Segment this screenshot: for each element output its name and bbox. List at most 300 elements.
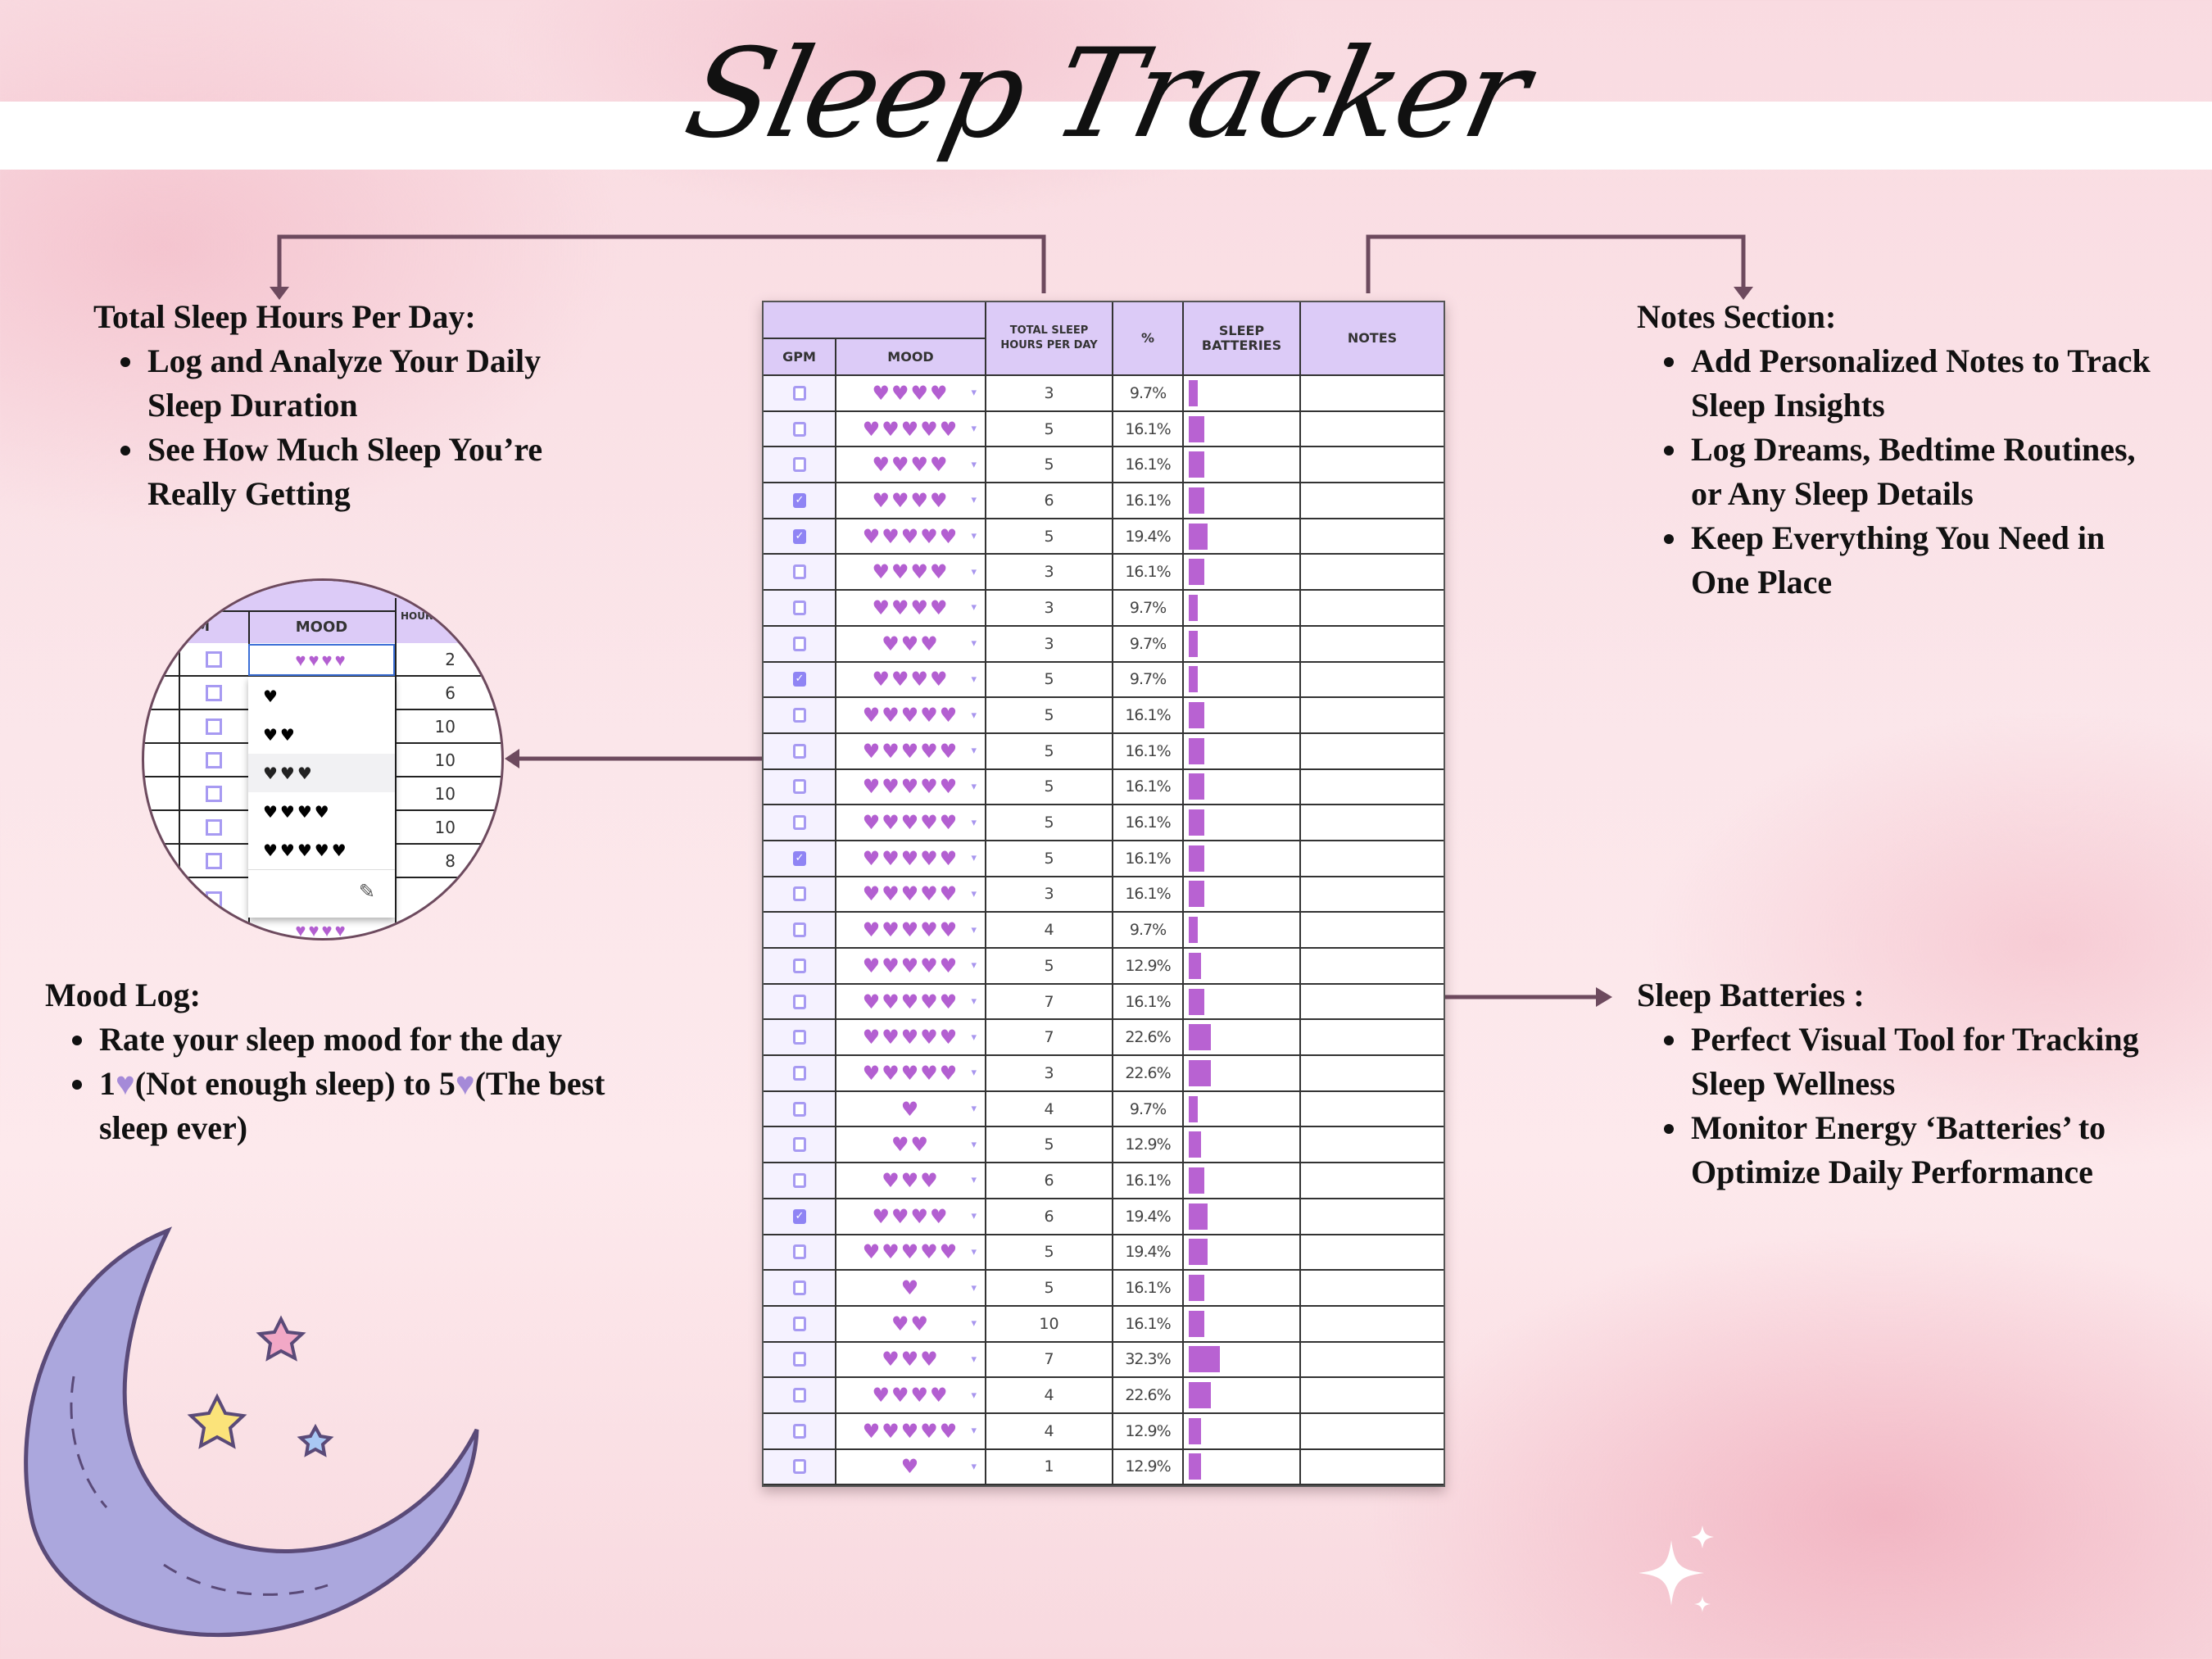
mood-hearts: ♥ [900, 1097, 921, 1121]
gpm-checkbox[interactable] [206, 752, 222, 768]
hours-cell[interactable]: 10 [434, 717, 456, 737]
sparkle-icon [1630, 1524, 1720, 1622]
table-row [764, 770, 1444, 806]
dropdown-arrow-icon[interactable]: ▾ [971, 959, 978, 972]
gpm-cell [764, 1020, 836, 1054]
dropdown-arrow-icon[interactable]: ▾ [971, 1210, 978, 1223]
percent-cell [1113, 447, 1184, 482]
gpm-checkbox[interactable] [793, 744, 806, 759]
mood-cell[interactable] [836, 1414, 986, 1448]
percent-value: 16.1% [1125, 563, 1171, 582]
table-row [764, 483, 1444, 519]
hours-cell[interactable]: 3 [986, 555, 1113, 589]
mood-cell[interactable] [836, 555, 986, 589]
notes-cell[interactable] [1301, 663, 1440, 697]
mood-cell[interactable] [836, 1163, 986, 1198]
mood-cell[interactable] [836, 985, 986, 1019]
mood-cell[interactable] [836, 1343, 986, 1377]
gpm-cell [764, 663, 836, 697]
gpm-checkbox[interactable] [793, 601, 806, 615]
mood-cell[interactable] [836, 1378, 986, 1412]
dropdown-arrow-icon[interactable]: ▾ [971, 1425, 978, 1438]
dropdown-arrow-icon[interactable]: ▾ [971, 1281, 978, 1294]
dropdown-arrow-icon[interactable]: ▾ [971, 1353, 978, 1366]
gpm-checkbox[interactable] [793, 995, 806, 1009]
dropdown-arrow-icon[interactable]: ▾ [971, 995, 978, 1009]
table-row [764, 1056, 1444, 1092]
percent-cell [1113, 698, 1184, 732]
gpm-checkbox[interactable] [206, 819, 222, 836]
notes-cell[interactable] [1301, 483, 1440, 518]
mood-hearts: ♥♥♥♥ [872, 381, 950, 405]
hours-cell[interactable]: 7 [986, 1020, 1113, 1054]
sleep-battery-bar [1189, 1311, 1204, 1337]
notes-cell[interactable] [1301, 1199, 1440, 1234]
percent-value: 16.1% [1125, 741, 1171, 760]
dropdown-arrow-icon[interactable]: ▾ [971, 530, 978, 543]
sleep-battery-bar [1189, 1239, 1208, 1265]
gpm-cell [764, 1450, 836, 1484]
hours-cell[interactable]: 5 [986, 770, 1113, 805]
mood-cell[interactable] [836, 913, 986, 947]
hours-cell[interactable]: 5 [986, 698, 1113, 732]
sleep-battery-bar [1189, 524, 1208, 550]
hours-cell[interactable]: 7 [986, 1343, 1113, 1377]
notes-cell[interactable] [1301, 985, 1440, 1019]
hours-cell[interactable]: 10 [434, 784, 456, 804]
notes-cell[interactable] [1301, 1343, 1440, 1377]
purple-heart-icon: ♥ [116, 1065, 135, 1102]
header-total-sleep-hours: TOTAL SLEEP HOURS PER DAY [986, 302, 1113, 374]
dropdown-arrow-icon[interactable]: ▾ [971, 1103, 978, 1116]
hours-cell[interactable]: 3 [986, 376, 1113, 410]
dropdown-arrow-icon[interactable]: ▾ [971, 423, 978, 436]
mood-option-5[interactable]: ♥♥♥♥♥ [263, 840, 349, 860]
dropdown-arrow-icon[interactable]: ▾ [971, 1460, 978, 1473]
page-title: Sleep Tracker [674, 23, 1538, 165]
yellow-star-icon [191, 1397, 243, 1446]
mood-cell[interactable] [836, 1271, 986, 1305]
gpm-checkbox[interactable] [793, 1066, 806, 1081]
gpm-checkbox[interactable] [793, 1030, 806, 1045]
gpm-checkbox[interactable] [793, 1388, 806, 1403]
gpm-checkbox[interactable] [206, 718, 222, 735]
hours-cell[interactable]: 4 [986, 1378, 1113, 1412]
dropdown-arrow-icon[interactable]: ▾ [971, 1317, 978, 1330]
mood-hearts: ♥♥ [891, 1312, 931, 1335]
hours-cell[interactable]: 7 [986, 985, 1113, 1019]
dropdown-arrow-icon[interactable]: ▾ [971, 1389, 978, 1402]
notes-cell[interactable] [1301, 1163, 1440, 1198]
hours-cell[interactable]: 4 [986, 913, 1113, 947]
notes-cell[interactable] [1301, 1414, 1440, 1448]
battery-cell [1184, 1127, 1301, 1162]
percent-value: 9.7% [1129, 634, 1167, 653]
hours-cell[interactable]: 3 [986, 1056, 1113, 1090]
percent-cell [1113, 1343, 1184, 1377]
notes-cell[interactable] [1301, 949, 1440, 983]
hours-cell[interactable]: 5 [986, 519, 1113, 554]
mood-cell[interactable] [836, 1020, 986, 1054]
notes-cell[interactable] [1301, 591, 1440, 625]
mood-dropdown-magnifier [142, 578, 504, 941]
mood-hearts: ♥♥♥♥♥ [862, 1240, 959, 1264]
gpm-cell [764, 770, 836, 805]
mood-option-3[interactable]: ♥♥♥ [248, 754, 395, 792]
gpm-checkbox[interactable] [793, 922, 806, 937]
gpm-checkbox[interactable] [793, 1352, 806, 1367]
percent-value: 16.1% [1125, 814, 1171, 832]
mood-option-4[interactable]: ♥♥♥♥ [263, 801, 332, 822]
gpm-checkbox[interactable] [793, 457, 806, 472]
gpm-cell [764, 1414, 836, 1448]
gpm-checkbox[interactable] [793, 959, 806, 973]
sleep-battery-bar [1189, 702, 1204, 728]
dropdown-arrow-icon[interactable]: ▾ [971, 458, 978, 471]
gpm-checkbox[interactable]: ✓ [793, 851, 806, 866]
sleep-battery-bar [1189, 1275, 1204, 1301]
gpm-checkbox[interactable] [793, 1281, 806, 1295]
pink-star-icon [260, 1319, 302, 1358]
gpm-cell [764, 1378, 836, 1412]
edit-pencil-icon[interactable]: ✎ [358, 882, 375, 903]
gpm-checkbox[interactable] [206, 853, 222, 869]
table-row [764, 698, 1444, 734]
hours-cell[interactable]: 2 [445, 650, 456, 669]
annotation-bullet: • Rate your sleep mood for the day [97, 1018, 635, 1062]
mood-hearts: ♥♥♥♥♥ [862, 417, 959, 441]
notes-cell[interactable] [1301, 376, 1440, 410]
annotation-bullet: • Log Dreams, Bedtime Routines, or Any Sleep Details [1689, 428, 2161, 516]
sleep-battery-bar [1189, 1346, 1220, 1372]
annotation-total-sleep [93, 295, 618, 516]
gpm-checkbox[interactable] [793, 1102, 806, 1117]
battery-cell [1184, 591, 1301, 625]
mood-hearts: ♥♥♥♥♥ [862, 990, 959, 1013]
notes-cell[interactable] [1301, 1092, 1440, 1126]
hours-cell[interactable]: 6 [986, 483, 1113, 518]
notes-cell[interactable] [1301, 1056, 1440, 1090]
header-percent: % [1113, 302, 1184, 374]
sleep-battery-bar [1189, 1167, 1204, 1194]
dropdown-arrow-icon[interactable]: ▾ [971, 1174, 978, 1187]
mood-cell[interactable] [836, 627, 986, 661]
hours-cell[interactable]: 4 [986, 1414, 1113, 1448]
dropdown-arrow-icon[interactable]: ▾ [971, 387, 978, 400]
percent-cell [1113, 805, 1184, 840]
gpm-checkbox[interactable] [793, 815, 806, 830]
sleep-tracker-table [762, 301, 1445, 1487]
crescent-moon-icon [26, 1231, 477, 1635]
hours-cell[interactable]: 3 [986, 591, 1113, 625]
hours-cell[interactable]: 3 [986, 877, 1113, 912]
gpm-checkbox[interactable] [793, 1173, 806, 1188]
mood-cell[interactable] [836, 841, 986, 876]
mood-hearts: ♥♥♥♥♥ [862, 1061, 959, 1085]
mood-option-1[interactable]: ♥ [263, 686, 280, 706]
gpm-cell [764, 949, 836, 983]
mood-cell[interactable] [836, 663, 986, 697]
battery-cell [1184, 1199, 1301, 1234]
dropdown-arrow-icon[interactable]: ▾ [971, 887, 978, 900]
notes-cell[interactable] [1301, 412, 1440, 446]
hours-cell[interactable]: 5 [986, 412, 1113, 446]
gpm-checkbox[interactable] [793, 708, 806, 723]
battery-cell [1184, 663, 1301, 697]
gpm-checkbox[interactable] [793, 637, 806, 651]
moon-illustration [0, 1213, 508, 1659]
percent-value: 16.1% [1125, 777, 1171, 796]
battery-cell [1184, 1450, 1301, 1484]
dropdown-arrow-icon[interactable]: ▾ [971, 816, 978, 829]
percent-cell [1113, 376, 1184, 410]
gpm-checkbox[interactable] [793, 1459, 806, 1474]
header-group-blank [764, 302, 986, 339]
annotation-notes-section [1637, 295, 2161, 605]
gpm-cell [764, 412, 836, 446]
mood-cell[interactable] [836, 1307, 986, 1341]
mood-hearts: ♥♥♥♥♥ [862, 775, 959, 799]
notes-cell[interactable] [1301, 805, 1440, 840]
sleep-battery-bar [1189, 595, 1198, 621]
gpm-checkbox[interactable] [793, 779, 806, 794]
hours-cell[interactable]: 6 [986, 1199, 1113, 1234]
mood-cell[interactable] [836, 1092, 986, 1126]
mood-cell[interactable] [836, 1235, 986, 1270]
gpm-cell [764, 698, 836, 732]
gpm-cell [764, 591, 836, 625]
gpm-checkbox[interactable]: ✓ [793, 493, 806, 508]
table-row [764, 913, 1444, 949]
gpm-checkbox[interactable] [206, 786, 222, 802]
notes-cell[interactable] [1301, 913, 1440, 947]
dropdown-arrow-icon[interactable]: ▾ [971, 709, 978, 722]
percent-value: 16.1% [1125, 491, 1171, 510]
percent-cell [1113, 1020, 1184, 1054]
notes-cell[interactable] [1301, 1127, 1440, 1162]
gpm-cell [764, 841, 836, 876]
percent-cell [1113, 1199, 1184, 1234]
percent-value: 16.1% [1125, 885, 1171, 904]
percent-value: 9.7% [1129, 1099, 1167, 1118]
gpm-checkbox[interactable]: ✓ [793, 1209, 806, 1224]
mood-cell[interactable] [836, 698, 986, 732]
hours-cell[interactable]: 10 [986, 1307, 1113, 1341]
notes-cell[interactable] [1301, 698, 1440, 732]
mood-cell[interactable] [836, 1127, 986, 1162]
annotation-bullet: • See How Much Sleep You’re Really Getting [146, 428, 618, 516]
notes-cell[interactable] [1301, 877, 1440, 912]
battery-cell [1184, 627, 1301, 661]
dropdown-arrow-icon[interactable]: ▾ [971, 1138, 978, 1151]
gpm-checkbox[interactable] [793, 1317, 806, 1331]
gpm-checkbox[interactable] [793, 422, 806, 437]
hours-cell[interactable]: 8 [445, 851, 456, 871]
dropdown-footer [248, 869, 395, 916]
mood-cell[interactable] [836, 1450, 986, 1484]
sleep-battery-bar [1189, 1453, 1201, 1480]
dropdown-arrow-icon[interactable]: ▾ [971, 673, 978, 686]
mood-cell[interactable] [836, 591, 986, 625]
hours-cell[interactable]: 5 [986, 1127, 1113, 1162]
dropdown-arrow-icon[interactable]: ▾ [971, 745, 978, 758]
gpm-checkbox[interactable] [793, 564, 806, 579]
dropdown-arrow-icon[interactable]: ▾ [971, 565, 978, 578]
gpm-cell [764, 1343, 836, 1377]
mood-cell[interactable] [836, 949, 986, 983]
annotation-sleep-batteries [1637, 973, 2161, 1194]
percent-value: 9.7% [1129, 670, 1167, 689]
notes-cell[interactable] [1301, 627, 1440, 661]
notes-cell[interactable] [1301, 770, 1440, 805]
dropdown-arrow-icon[interactable]: ▾ [971, 637, 978, 650]
percent-cell [1113, 1450, 1184, 1484]
notes-cell[interactable] [1301, 841, 1440, 876]
mood-cell[interactable] [836, 447, 986, 482]
gpm-checkbox[interactable] [793, 886, 806, 901]
table-row [764, 1235, 1444, 1271]
battery-cell [1184, 1271, 1301, 1305]
percent-cell [1113, 519, 1184, 554]
mood-hearts: ♥♥♥♥♥ [862, 918, 959, 942]
table-body [764, 376, 1444, 1485]
sleep-battery-bar [1189, 451, 1204, 478]
table-row [764, 1307, 1444, 1343]
hours-cell[interactable]: 6 [445, 683, 456, 703]
gpm-cell [764, 555, 836, 589]
dropdown-arrow-icon[interactable]: ▾ [971, 780, 978, 793]
notes-cell[interactable] [1301, 1450, 1440, 1484]
table-row [764, 734, 1444, 770]
dropdown-arrow-icon[interactable]: ▾ [971, 923, 978, 936]
battery-cell [1184, 985, 1301, 1019]
mood-option-2[interactable]: ♥♥ [263, 724, 297, 745]
notes-cell[interactable] [1301, 1235, 1440, 1270]
notes-cell[interactable] [1301, 1378, 1440, 1412]
dropdown-arrow-icon[interactable]: ▾ [971, 601, 978, 614]
sleep-battery-bar [1189, 989, 1204, 1015]
mood-cell-selected[interactable]: ♥♥♥♥ [248, 644, 395, 676]
table-row [764, 627, 1444, 663]
mood-cell[interactable]: ♥♥♥♥ [295, 920, 348, 941]
dropdown-arrow-icon[interactable]: ▾ [971, 494, 978, 507]
bullet-text: (The best sleep ever) [99, 1065, 605, 1146]
table-row [764, 1199, 1444, 1235]
dropdown-arrow-icon[interactable]: ▾ [971, 1067, 978, 1080]
notes-cell[interactable] [1301, 734, 1440, 768]
table-row [764, 1020, 1444, 1056]
notes-cell[interactable] [1301, 1271, 1440, 1305]
percent-value: 22.6% [1125, 1028, 1171, 1047]
gpm-checkbox[interactable] [206, 651, 222, 668]
sleep-battery-bar [1189, 1024, 1211, 1050]
gpm-cell [764, 877, 836, 912]
table-row [764, 805, 1444, 841]
percent-cell [1113, 1235, 1184, 1270]
hours-cell[interactable]: 5 [986, 1235, 1113, 1270]
annotation-bullet: • Monitor Energy ‘Batteries’ to Optimize Daily Performance [1689, 1106, 2161, 1194]
notes-cell[interactable] [1301, 555, 1440, 589]
percent-cell [1113, 591, 1184, 625]
header-notes: NOTES [1347, 330, 1398, 346]
mood-cell[interactable] [836, 483, 986, 518]
mood-hearts: ♥♥♥♥ [872, 668, 950, 691]
percent-value: 12.9% [1125, 1457, 1171, 1476]
sleep-battery-bar [1189, 845, 1204, 872]
hours-cell[interactable]: 6 [986, 1163, 1113, 1198]
gpm-checkbox[interactable] [793, 1424, 806, 1439]
table-row [764, 1450, 1444, 1486]
dropdown-arrow-icon[interactable]: ▾ [971, 1245, 978, 1258]
header-mood: MOOD [836, 339, 986, 374]
hours-cell[interactable]: 4 [986, 1092, 1113, 1126]
gpm-checkbox[interactable] [206, 891, 222, 908]
mood-cell[interactable] [836, 877, 986, 912]
percent-cell [1113, 663, 1184, 697]
hours-cell[interactable]: 5 [986, 841, 1113, 876]
gpm-checkbox[interactable] [793, 1137, 806, 1152]
hours-cell[interactable]: 5 [986, 734, 1113, 768]
percent-value: 19.4% [1125, 1243, 1171, 1262]
hours-cell[interactable]: 5 [986, 949, 1113, 983]
mood-cell[interactable] [836, 376, 986, 410]
hours-cell[interactable]: 5 [986, 663, 1113, 697]
hours-cell[interactable]: 5 [986, 805, 1113, 840]
mood-cell[interactable] [836, 734, 986, 768]
mood-hearts: ♥ [900, 1455, 921, 1479]
hours-cell[interactable]: 3 [986, 627, 1113, 661]
percent-value: 9.7% [1129, 921, 1167, 940]
gpm-checkbox[interactable] [793, 1244, 806, 1259]
arrowhead-batteries [1596, 987, 1612, 1007]
notes-cell[interactable] [1301, 1020, 1440, 1054]
notes-cell[interactable] [1301, 519, 1440, 554]
hours-cell[interactable]: 5 [986, 1271, 1113, 1305]
battery-cell [1184, 1414, 1301, 1448]
mood-cell[interactable] [836, 412, 986, 446]
percent-cell [1113, 1378, 1184, 1412]
mood-hearts: ♥♥♥♥ [872, 453, 950, 477]
sleep-battery-bar [1189, 1203, 1208, 1230]
notes-cell[interactable] [1301, 447, 1440, 482]
percent-cell [1113, 483, 1184, 518]
mood-cell[interactable] [836, 519, 986, 554]
percent-value: 12.9% [1125, 956, 1171, 975]
gpm-checkbox[interactable] [793, 386, 806, 401]
mood-cell[interactable] [836, 770, 986, 805]
bullet-text: (Not enough sleep) to 5 [134, 1065, 456, 1102]
hours-cell[interactable]: 5 [986, 447, 1113, 482]
hours-cell[interactable]: 10 [434, 750, 456, 770]
hours-cell[interactable]: 1 [986, 1450, 1113, 1484]
gpm-checkbox[interactable]: ✓ [793, 529, 806, 544]
dropdown-arrow-icon[interactable]: ▾ [971, 852, 978, 865]
gpm-checkbox[interactable]: ✓ [793, 672, 806, 687]
gpm-checkbox[interactable] [206, 685, 222, 701]
sleep-battery-bar [1189, 1131, 1201, 1158]
dropdown-arrow-icon[interactable]: ▾ [971, 1031, 978, 1044]
mood-cell[interactable] [836, 1056, 986, 1090]
mood-hearts: ♥♥♥♥♥ [862, 1026, 959, 1049]
percent-cell [1113, 1163, 1184, 1198]
hours-cell[interactable]: 10 [434, 818, 456, 837]
notes-cell[interactable] [1301, 1307, 1440, 1341]
mood-cell[interactable] [836, 805, 986, 840]
table-row [764, 412, 1444, 448]
mood-cell[interactable] [836, 1199, 986, 1234]
mood-hearts: ♥♥♥♥♥ [862, 846, 959, 870]
battery-cell [1184, 841, 1301, 876]
